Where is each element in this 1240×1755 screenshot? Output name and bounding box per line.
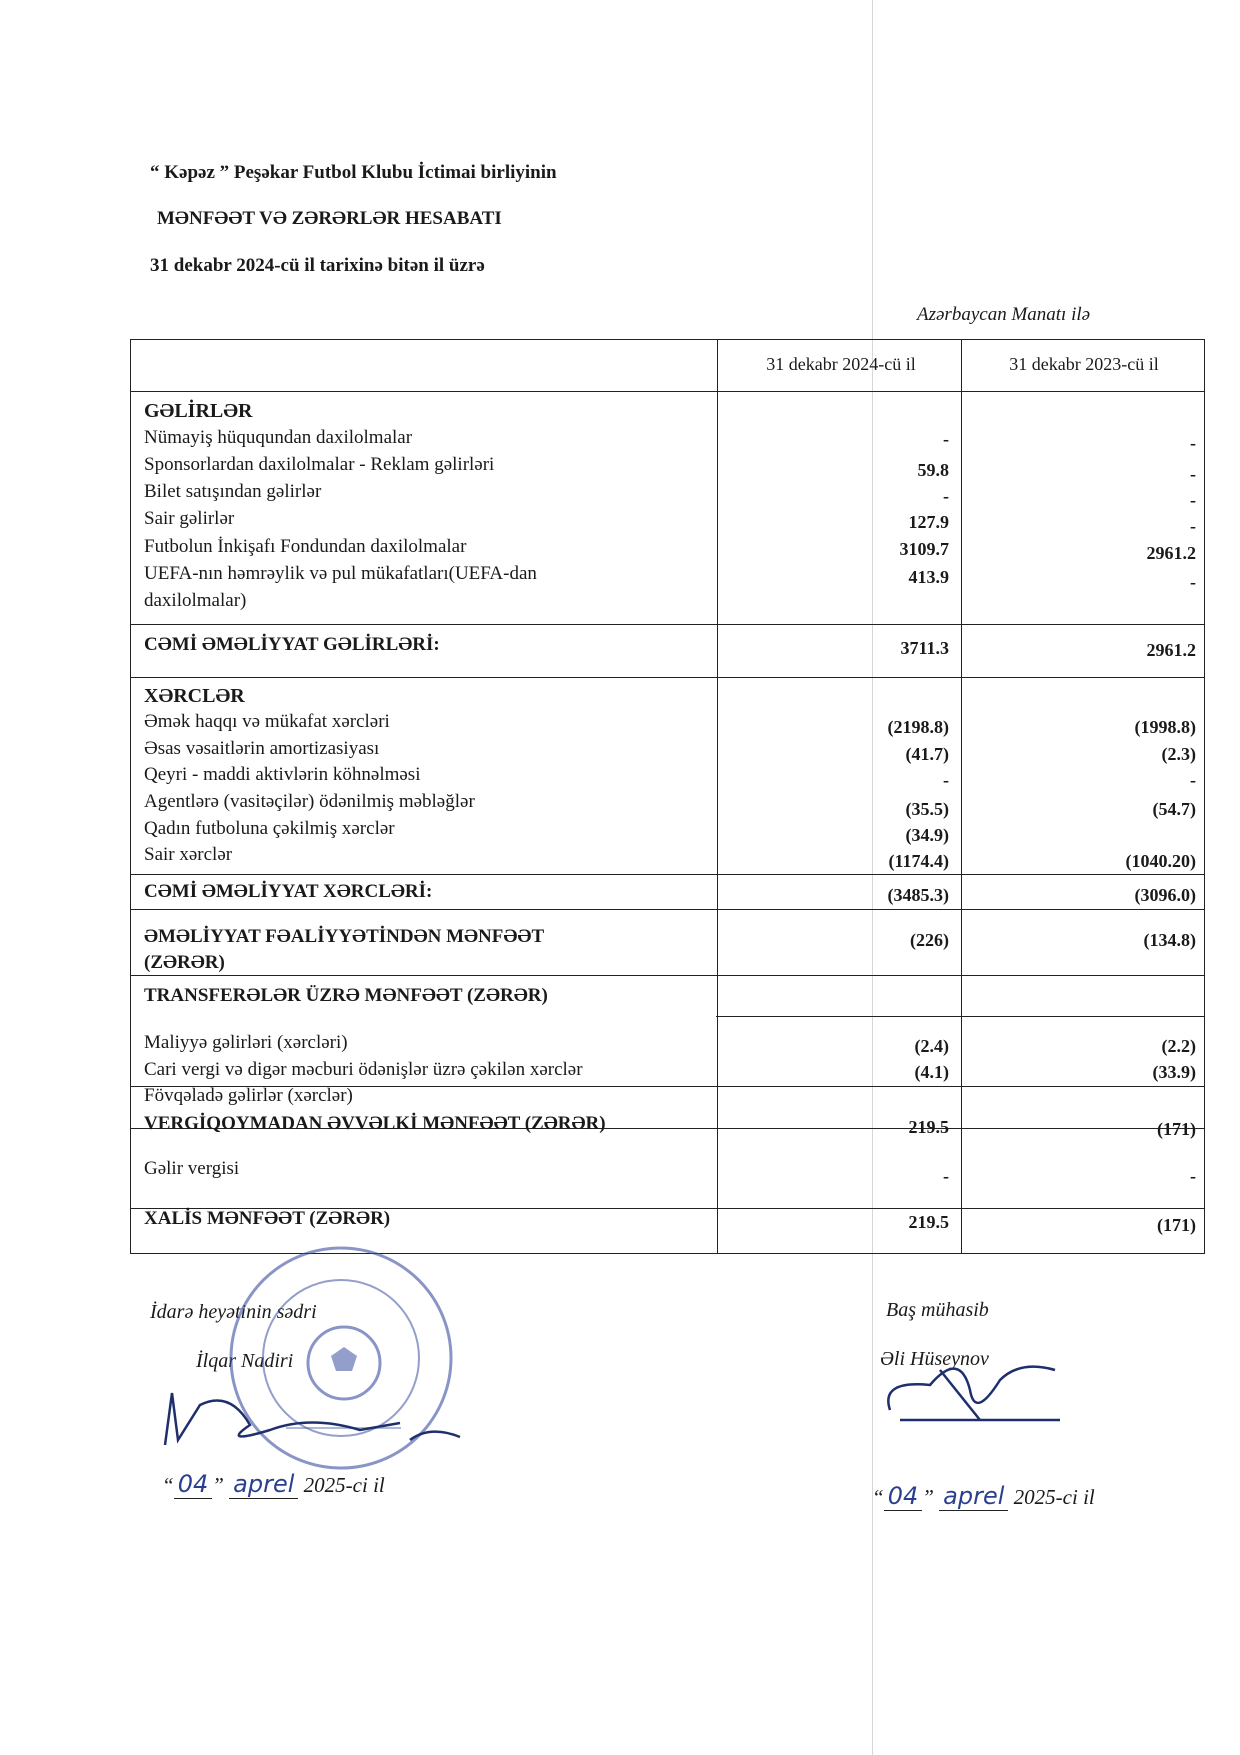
- operating-label: ƏMƏLİYYAT FƏALİYYƏTİNDƏN MƏNFƏƏT: [144, 926, 545, 947]
- chairman-year: 2025-ci il: [303, 1473, 385, 1497]
- row-label: Sair gəlirlər: [144, 508, 235, 529]
- value-2023: (54.7): [1152, 799, 1196, 819]
- value-2023: -: [1190, 464, 1196, 484]
- value-2023: -: [1190, 770, 1196, 790]
- operating-2023: (134.8): [1143, 930, 1196, 950]
- value-2024: (2198.8): [887, 717, 949, 737]
- org-title: “ Kəpəz ” Peşəkar Futbol Klubu İctimai birliyinin: [150, 162, 557, 183]
- value-2023: (1040.20): [1125, 851, 1196, 871]
- row-label: Əmək haqqı və mükafat xərcləri: [144, 711, 390, 732]
- net-2024: 219.5: [908, 1212, 949, 1232]
- transfer-label: TRANSFERƏLƏR ÜZRƏ MƏNFƏƏT (ZƏRƏR): [144, 985, 548, 1006]
- value-2024: 413.9: [908, 567, 949, 587]
- value-2024: (4.1): [914, 1062, 949, 1082]
- accountant-year: 2025-ci il: [1013, 1485, 1095, 1509]
- value-2023: (33.9): [1152, 1062, 1196, 1082]
- tax-2024: -: [943, 1166, 949, 1186]
- value-2024: (2.4): [914, 1036, 949, 1056]
- pretax-2023: (171): [1157, 1119, 1196, 1139]
- value-2024: 3109.7: [899, 539, 949, 559]
- accountant-signature: [870, 1340, 1070, 1430]
- row-label: Əsas vəsaitlərin amortizasiyası: [144, 738, 380, 759]
- row-divider: [131, 677, 1204, 678]
- period-title: 31 dekabr 2024-cü il tarixinə bitən il üzrə: [150, 255, 485, 276]
- total-expense-2024: (3485.3): [887, 885, 949, 905]
- column-header-2023: 31 dekabr 2023-cü il: [1009, 354, 1159, 374]
- accountant-name: Əli Hüseynov: [880, 1348, 989, 1370]
- value-2023: (2.2): [1161, 1036, 1196, 1056]
- row-label: Qadın futboluna çəkilmiş xərclər: [144, 818, 395, 839]
- currency-note: Azərbaycan Manatı ilə: [917, 304, 1091, 325]
- row-divider: [131, 391, 1204, 392]
- tax-2023: -: [1190, 1166, 1196, 1186]
- operating-2024: (226): [910, 930, 949, 950]
- accountant-month: aprel: [939, 1482, 1008, 1511]
- pretax-label: VERGİQOYMADAN ƏVVƏLKİ MƏNFƏƏT (ZƏRƏR): [144, 1113, 606, 1134]
- row-divider: [131, 624, 1204, 625]
- row-label: Agentlərə (vasitəçilər) ödənilmiş məbləğlər: [144, 791, 475, 812]
- row-label: Sponsorlardan daxilolmalar - Reklam gəlirləri: [144, 454, 495, 475]
- income-section-title: GƏLİRLƏR: [144, 400, 253, 422]
- report-title: MƏNFƏƏT VƏ ZƏRƏRLƏR HESABATI: [157, 208, 502, 229]
- chairman-month: aprel: [229, 1470, 298, 1499]
- row-label: Sair xərclər: [144, 844, 233, 865]
- row-divider: [716, 1016, 1204, 1017]
- value-2024: -: [943, 486, 949, 506]
- value-2024: 127.9: [908, 512, 949, 532]
- accountant-date: “ 04 ” aprel 2025-ci il: [872, 1482, 1095, 1510]
- value-2024: (41.7): [905, 744, 949, 764]
- tax-label: Gəlir vergisi: [144, 1158, 240, 1179]
- chairman-signature: [160, 1385, 480, 1465]
- value-2023: 2961.2: [1146, 543, 1196, 563]
- value-2024: -: [943, 429, 949, 449]
- chairman-name: İlqar Nadiri: [196, 1350, 294, 1372]
- net-label: XALİS MƏNFƏƏT (ZƏRƏR): [144, 1208, 391, 1229]
- total-income-2024: 3711.3: [900, 638, 949, 658]
- row-label-cont: daxilolmalar): [144, 590, 247, 611]
- row-label: Qeyri - maddi aktivlərin köhnəlməsi: [144, 764, 421, 785]
- value-2023: (2.3): [1161, 744, 1196, 764]
- value-2023: -: [1190, 433, 1196, 453]
- chairman-title: İdarə heyətinin sədri: [150, 1301, 317, 1323]
- row-divider: [131, 909, 1204, 910]
- row-label: Futbolun İnkişafı Fondundan daxilolmalar: [144, 536, 467, 557]
- row-divider: [131, 874, 1204, 875]
- accountant-title: Baş mühasib: [886, 1299, 989, 1321]
- expense-section-title: XƏRCLƏR: [144, 685, 245, 707]
- income-statement-table: [130, 339, 1205, 1254]
- value-2023: -: [1190, 572, 1196, 592]
- row-label: Cari vergi və digər məcburi ödənişlər üzrə çəkilən xərclər: [144, 1059, 583, 1080]
- chairman-day: 04: [174, 1470, 213, 1499]
- pretax-2024: 219.5: [908, 1117, 949, 1137]
- value-2023: -: [1190, 516, 1196, 536]
- row-label: Fövqəladə gəlirlər (xərclər): [144, 1085, 353, 1106]
- value-2023: -: [1190, 490, 1196, 510]
- row-label: Bilet satışından gəlirlər: [144, 481, 322, 502]
- accountant-day: 04: [884, 1482, 923, 1511]
- chairman-date: “ 04 ” aprel 2025-ci il: [162, 1470, 385, 1498]
- total-income-2023: 2961.2: [1146, 640, 1196, 660]
- total-income-label: CƏMİ ƏMƏLİYYAT GƏLİRLƏRİ:: [144, 634, 440, 655]
- value-2024: (1174.4): [888, 851, 949, 871]
- row-label: Maliyyə gəlirləri (xərcləri): [144, 1032, 348, 1053]
- value-2023: (1998.8): [1134, 717, 1196, 737]
- net-2023: (171): [1157, 1215, 1196, 1235]
- value-2024: -: [943, 770, 949, 790]
- operating-label-cont: (ZƏRƏR): [144, 952, 225, 973]
- row-label: Nümayiş hüququndan daxilolmalar: [144, 427, 413, 448]
- total-expense-label: CƏMİ ƏMƏLİYYAT XƏRCLƏRİ:: [144, 881, 433, 902]
- value-2024: 59.8: [917, 460, 949, 480]
- total-expense-2023: (3096.0): [1134, 885, 1196, 905]
- value-2024: (34.9): [905, 825, 949, 845]
- value-2024: (35.5): [905, 799, 949, 819]
- row-divider: [131, 975, 1204, 976]
- row-label: UEFA-nın həmrəylik və pul mükafatları(UEFA-dan: [144, 563, 537, 584]
- column-header-2024: 31 dekabr 2024-cü il: [766, 354, 916, 374]
